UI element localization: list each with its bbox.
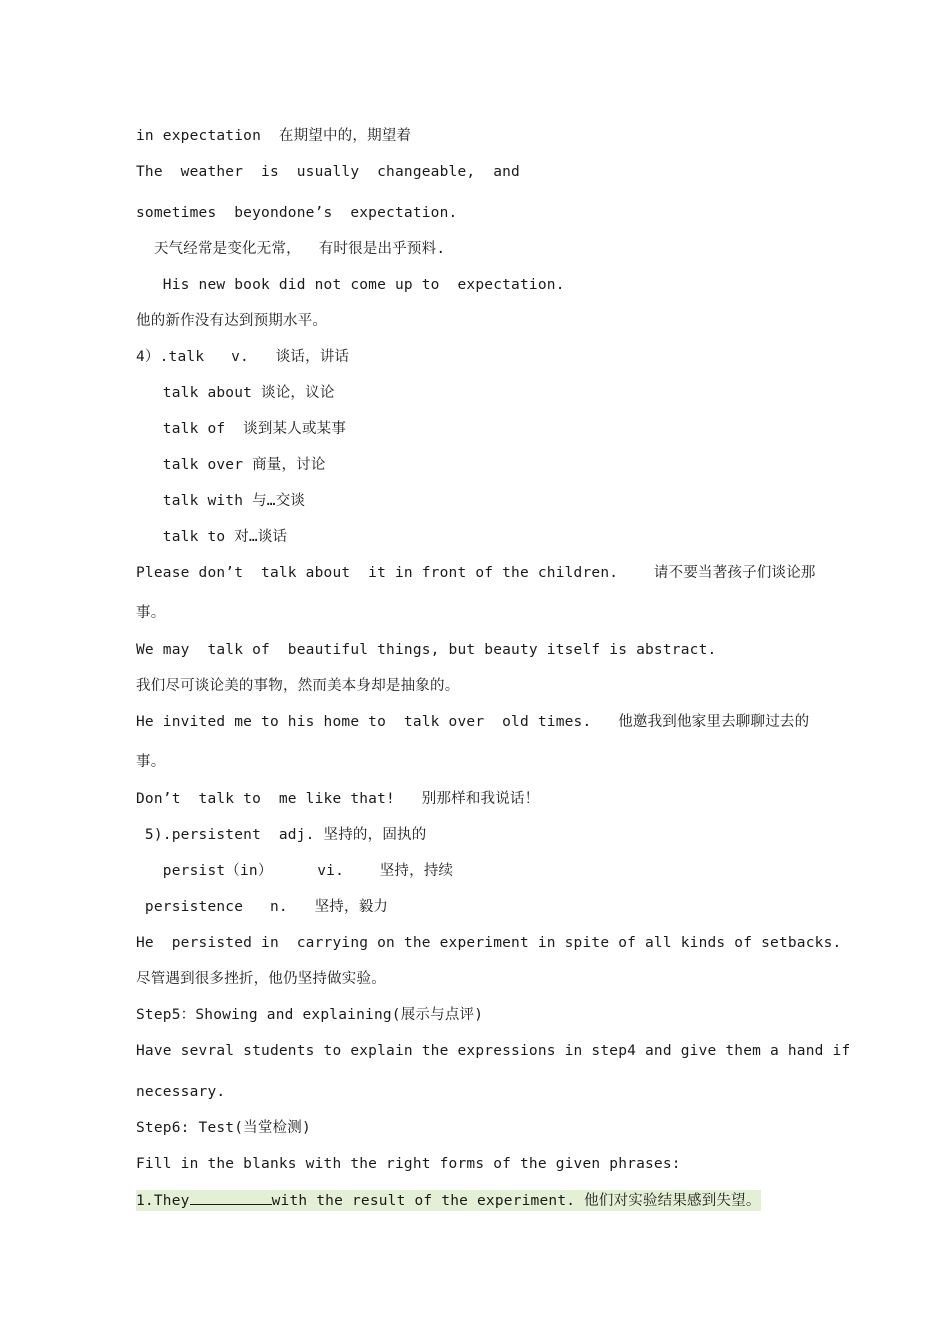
example-sentence: Don’t talk to me like that! 别那样和我说话！ [136,791,540,807]
phrase-item: talk over 商量，讨论 [136,457,326,473]
phrase-item: talk of 谈到某人或某事 [136,421,347,437]
example-sentence: We may talk of beautiful things, but beauty itself is abstract. [136,642,717,658]
text-line: in expectation 在期望中的，期望着 [136,128,412,144]
translation-line: 尽管遇到很多挫折，他仍坚持做实验。 [136,971,386,987]
answer-blank[interactable] [190,1190,272,1205]
text-line: His new book did not come up to expectation. [136,277,565,293]
phrase-item: talk to 对…谈话 [136,529,288,545]
text-line: sometimes beyondone’s expectation. [136,205,458,221]
text-line: 他的新作没有达到预期水平。 [136,313,328,329]
phrase-item: talk about 谈论，议论 [136,385,335,401]
instruction-line: necessary. [136,1084,226,1100]
question-prefix: 1.They [136,1193,190,1209]
text-line: 天气经常是变化无常， 有时很是出乎预料. [136,241,446,257]
section-heading: 4）.talk v. 谈话，讲话 [136,349,350,365]
question-text: with the result of the experiment. 他们对实验结果感到失望。 [271,1193,761,1209]
text-line: 事。 [136,754,166,770]
example-sentence: Please don’t talk about it in front of the children. 请不要当著孩子们谈论那 [136,565,816,581]
test-question [136,1190,761,1211]
translation-line: 我们尽可谈论美的事物，然而美本身却是抽象的。 [136,678,460,694]
section-heading: 5).persistent adj. 坚持的，固执的 [136,827,427,843]
instruction-line: Fill in the blanks with the right forms of the given phrases: [136,1156,681,1172]
step-heading: Step5：Showing and explaining(展示与点评) [136,1007,484,1023]
text-line: The weather is usually changeable, and [136,164,520,180]
text-line: 事。 [136,605,166,621]
instruction-line: Have sevral students to explain the expressions in step4 and give them a hand if [136,1043,851,1059]
example-sentence: He invited me to his home to talk over old times. 他邀我到他家里去聊聊过去的 [136,714,810,730]
phrase-item: persistence n. 坚持，毅力 [136,899,389,915]
phrase-item: talk with 与…交谈 [136,493,306,509]
example-sentence: He persisted in carrying on the experiment in spite of all kinds of setbacks. [136,935,842,951]
step-heading: Step6: Test(当堂检测) [136,1120,311,1136]
phrase-item: persist（in） vi. 坚持，持续 [136,863,454,879]
